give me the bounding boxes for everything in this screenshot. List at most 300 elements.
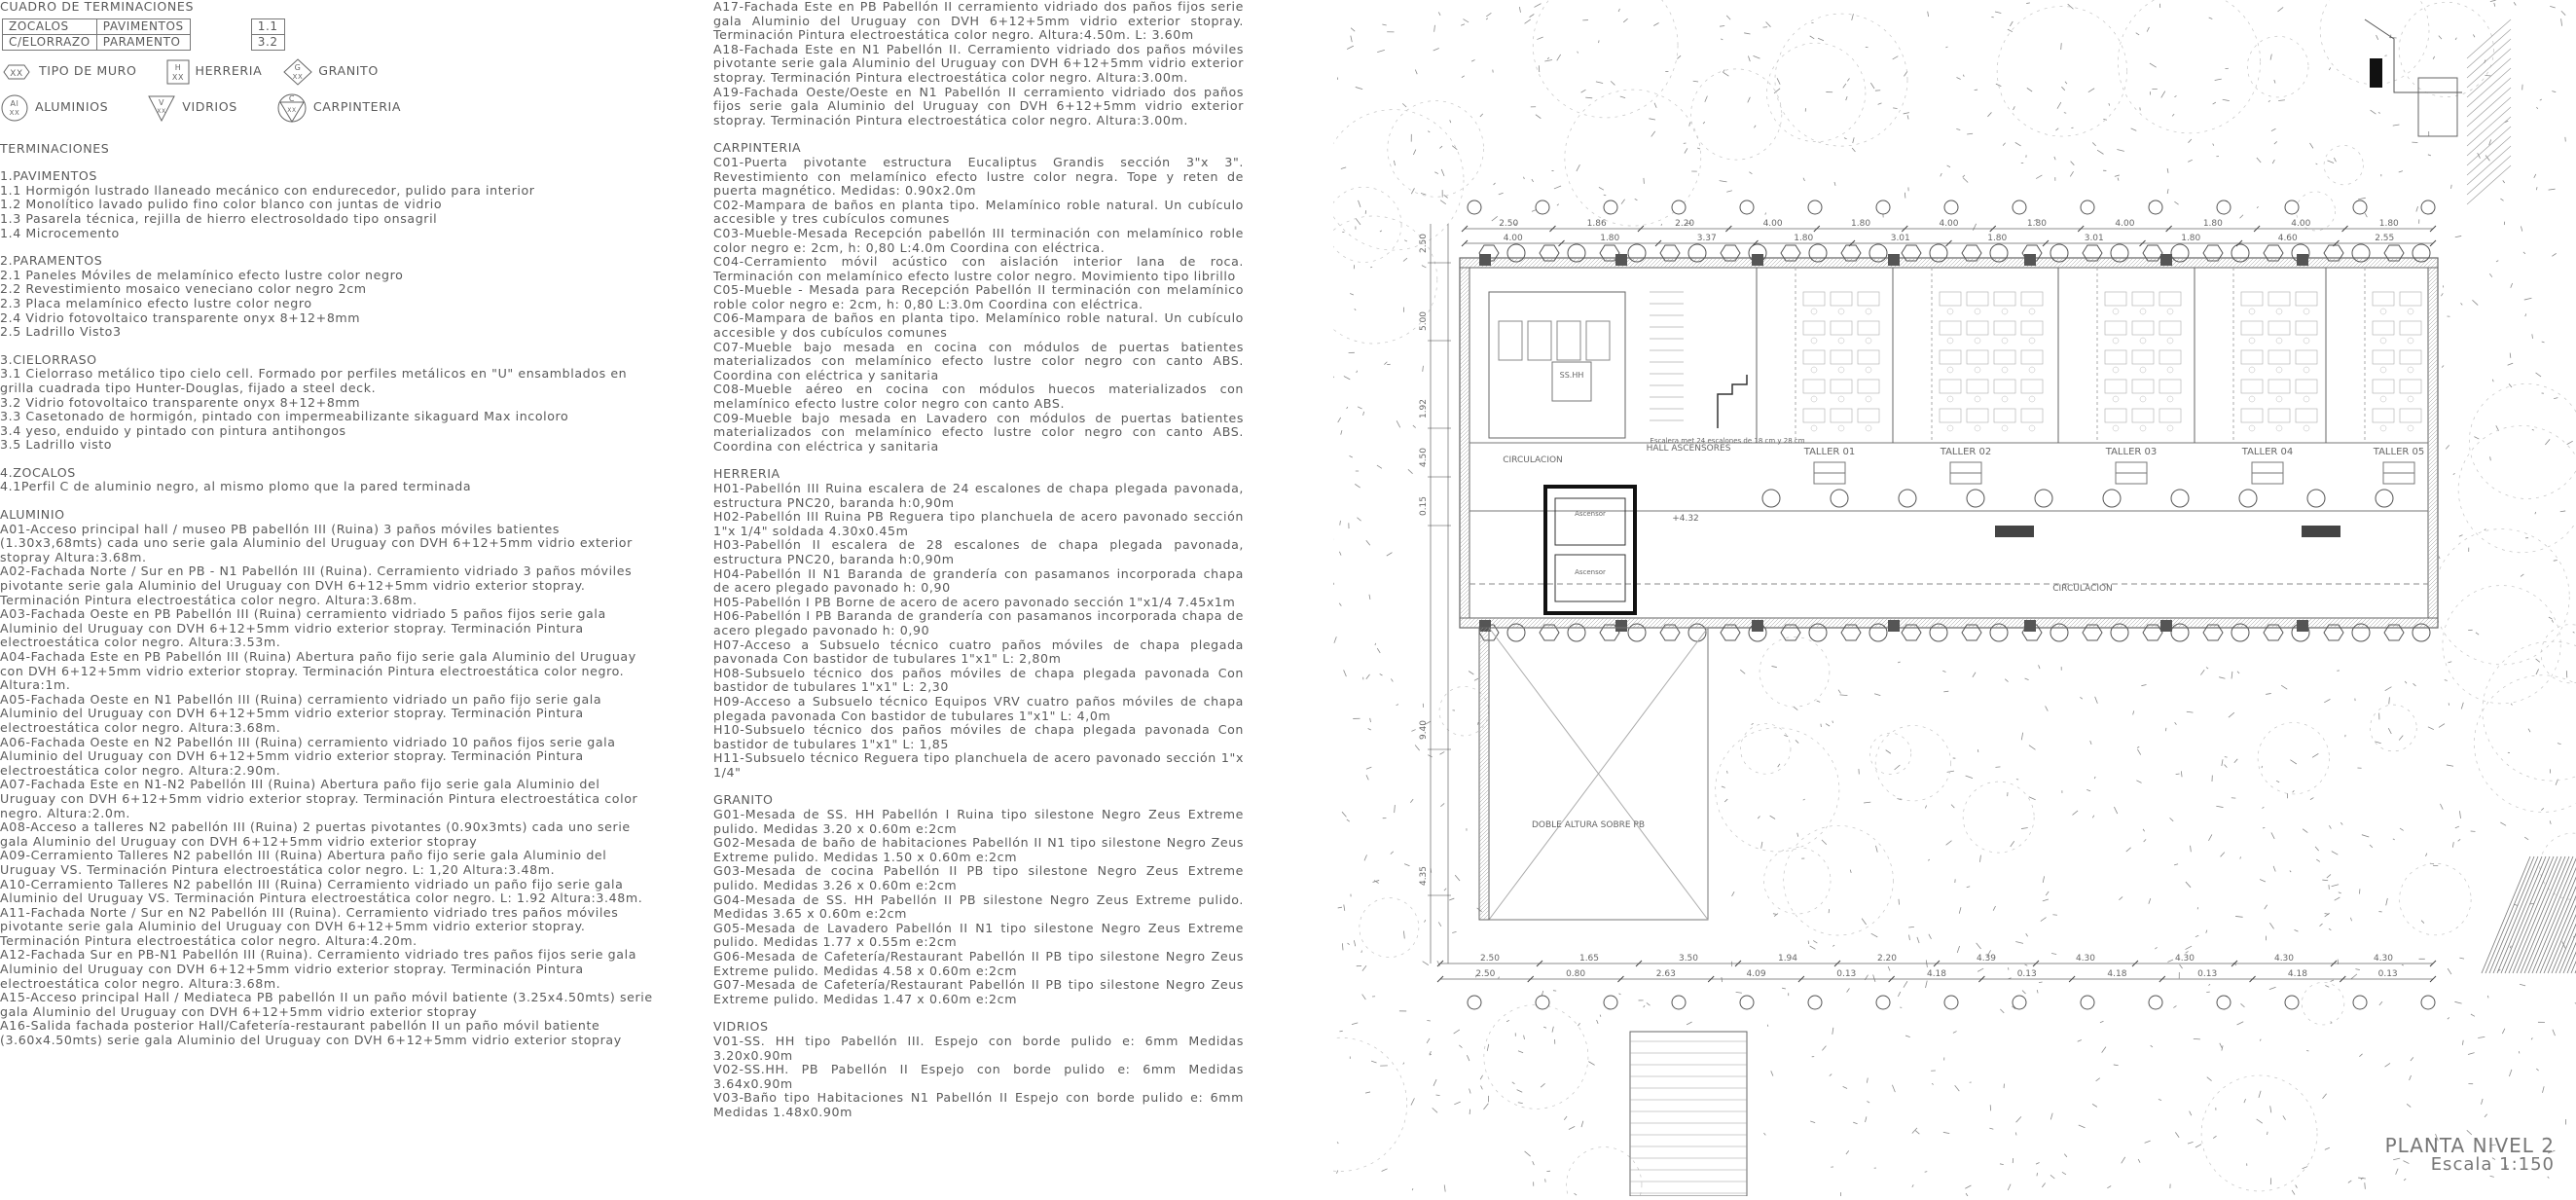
hatch-stroke (2117, 150, 2123, 152)
wall-hatch (1479, 824, 1489, 834)
hatch-stroke (2092, 816, 2094, 818)
axis-bubble (1944, 200, 1958, 214)
column (1888, 254, 1900, 266)
hatch-stroke (2541, 808, 2544, 810)
hatch-stroke (2109, 103, 2110, 106)
hatch-stroke (2281, 685, 2287, 689)
code-legend-box (251, 18, 285, 51)
hatch-stroke (1366, 674, 1370, 679)
hatch-stroke (1597, 1020, 1599, 1024)
hatch-stroke (1404, 864, 1409, 866)
hatch-stroke (2086, 789, 2090, 790)
hatch-stroke (1349, 455, 1352, 457)
hatch-stroke (2325, 986, 2329, 988)
hatch-stroke (1843, 1086, 1847, 1088)
hatch-stroke (1366, 767, 1371, 769)
hatch-stroke (1366, 775, 1368, 780)
hatch-stroke (2046, 706, 2049, 710)
spec-item: A15-Acceso principal Hall / Mediateca PB pabellón II un paño móvil batiente (3.25x4.50mts) serie gala Aluminio del Uruguay con DVH 6+12+5mm vidrio exterior stopray (0, 991, 654, 1019)
hatch-stroke (2064, 1154, 2067, 1157)
hatch-stroke (1499, 193, 1504, 195)
hatch-stroke (1339, 552, 1341, 556)
axis-bubble (1536, 200, 1549, 214)
hatch-stroke (2549, 617, 2552, 619)
diagonal-hatch (2467, 19, 2576, 973)
hatch-line (2528, 856, 2576, 973)
hatch-stroke (1469, 671, 1473, 674)
spec-item: H07-Acceso a Subsuelo técnico cuatro paños móviles de chapa plegada pavonada Con bastidor de tubulares 1"x1" L: 2,80m (713, 638, 1244, 667)
hatch-stroke (2500, 199, 2503, 200)
hatch-stroke (1774, 89, 1780, 93)
hatch-stroke (1912, 1128, 1917, 1134)
hatch-stroke (1455, 875, 1460, 881)
dimension-value: 4.00 (1763, 219, 1783, 229)
double-height-label: DOBLE ALTURA SOBRE PB (1532, 820, 1645, 830)
hatch-stroke (2521, 574, 2523, 577)
hatch-stroke (2552, 91, 2556, 92)
hatch-stroke (1752, 723, 1754, 724)
hatch-stroke (1377, 50, 1385, 52)
hatch-stroke (1459, 1045, 1462, 1048)
hatch-stroke (2165, 728, 2166, 731)
hatch-stroke (2511, 704, 2512, 706)
spec-section (0, 508, 654, 1048)
hatch-stroke (2141, 684, 2146, 685)
hatch-stroke (1907, 115, 1908, 119)
wall-hatch (1479, 637, 1489, 647)
hatch-stroke (1772, 666, 1777, 667)
hatch-stroke (1364, 855, 1367, 860)
taller-label: TALLER 03 (2105, 447, 2158, 457)
hatch-stroke (1995, 12, 2001, 14)
hatch-stroke (1397, 420, 1400, 427)
tree-canopy (2474, 675, 2576, 813)
hatch-stroke (2550, 6, 2556, 8)
hatch-stroke (1942, 671, 1945, 672)
hatch-stroke (2172, 114, 2174, 116)
hatch-stroke (1433, 1108, 1437, 1112)
floor-plan-svg (1333, 0, 2576, 1196)
hatch-stroke (2092, 1104, 2097, 1107)
hatch-stroke (2474, 437, 2479, 439)
finish-legend-table (2, 18, 191, 51)
column (1752, 254, 1763, 266)
hatch-stroke (2208, 834, 2211, 840)
hatch-stroke (2561, 11, 2565, 15)
hatch-stroke (2292, 1190, 2295, 1195)
wall-hatch (1479, 859, 1489, 869)
hatch-stroke (2273, 866, 2275, 872)
hatch-stroke (1494, 183, 1496, 185)
hatch-stroke (1411, 1098, 1414, 1105)
hatch-stroke (1852, 14, 1854, 20)
dimension-value: 4.00 (2291, 219, 2310, 229)
hatch-stroke (1705, 96, 1708, 102)
triangle-in-circle-icon (276, 93, 308, 123)
hatch-stroke (2348, 1181, 2351, 1182)
hatch-stroke (1843, 84, 1846, 88)
hatch-stroke (2461, 703, 2463, 709)
hatch-stroke (2500, 822, 2506, 825)
section-title: 1.PAVIMENTOS (0, 169, 654, 184)
hatch-line (2467, 117, 2511, 156)
hatch-stroke (1344, 670, 1347, 676)
hatch-stroke (1471, 60, 1474, 62)
hatch-stroke (1585, 97, 1592, 98)
hatch-stroke (1955, 1085, 1960, 1091)
hatch-stroke (2410, 1075, 2412, 1080)
hatch-stroke (1410, 799, 1413, 803)
wall-hatch (1479, 653, 1489, 663)
hatch-line (2505, 856, 2554, 973)
hatch-stroke (2257, 1119, 2263, 1123)
hatch-stroke (2268, 100, 2270, 101)
hatch-stroke (2358, 1178, 2366, 1179)
hatch-stroke (2439, 557, 2440, 559)
dimension-value: 4.18 (2107, 969, 2126, 979)
herreria-symbol (166, 59, 263, 85)
hatch-stroke (1413, 425, 1416, 428)
hatch-stroke (2331, 980, 2334, 982)
dimension-value: 3.01 (1891, 234, 1910, 243)
dimension-value: 1.65 (1579, 954, 1599, 964)
svg-text:XX: XX (158, 108, 166, 115)
spec-item: G04-Mesada de SS. HH Pabellón II PB silestone Negro Zeus Extreme pulido. Medidas 3.65 x 0.60m e:2cm (713, 893, 1244, 922)
dimension-value: 1.80 (1987, 234, 2007, 243)
hatch-stroke (1852, 148, 1855, 152)
hatch-stroke (1524, 1036, 1525, 1039)
axis-bubble (2421, 996, 2435, 1009)
hatch-stroke (1434, 172, 1438, 174)
hatch-stroke (2150, 63, 2157, 67)
hatch-stroke (1834, 182, 1835, 186)
dimension-value: 1.86 (1587, 219, 1607, 229)
section-title: CARPINTERIA (713, 141, 1244, 156)
spec-item: G03-Mesada de cocina Pabellón II PB tipo silestone Negro Zeus Extreme pulido. Medidas 3.26 x 0.60m e:2cm (713, 864, 1244, 892)
hatch-stroke (1763, 1133, 1765, 1135)
hatch-stroke (1403, 1063, 1404, 1065)
hatch-stroke (1893, 108, 1897, 109)
hatch-stroke (1499, 977, 1500, 979)
hatch-stroke (2385, 687, 2392, 691)
hatch-stroke (1408, 469, 1413, 473)
hatch-stroke (2485, 75, 2490, 76)
hatch-stroke (1344, 376, 1350, 379)
dimension-value: 4.30 (2076, 954, 2095, 964)
hatch-stroke (1697, 148, 1700, 149)
dimension-value: 2.55 (2375, 234, 2394, 243)
hatch-stroke (2339, 892, 2341, 893)
hatch-stroke (2088, 89, 2094, 92)
hatch-stroke (2425, 854, 2426, 856)
wall-hatch (1479, 840, 1489, 850)
hatch-stroke (2223, 99, 2230, 100)
hatch-stroke (1483, 1104, 1488, 1109)
herreria-label: HERRERIA (196, 64, 263, 79)
hatch-stroke (1989, 1128, 1993, 1129)
hatch-stroke (2405, 681, 2407, 683)
hatch-stroke (2502, 1029, 2505, 1034)
hatch-stroke (2071, 162, 2075, 165)
hatch-stroke (2332, 885, 2340, 887)
hatch-stroke (1469, 1089, 1471, 1094)
wall-hatch (1479, 739, 1489, 748)
hatch-stroke (1536, 115, 1541, 119)
hatch-stroke (1822, 1046, 1826, 1051)
spec-item: V01-SS. HH tipo Pabellón III. Espejo con borde pulido e: 6mm Medidas 3.20x0.90m (713, 1035, 1244, 1063)
hatch-stroke (2194, 1038, 2200, 1039)
hatch-stroke (1979, 855, 1980, 862)
spec-item: A10-Cerramiento Talleres N2 pabellón III (Ruina) Cerramiento vidriado un paño fijo serie gala Aluminio del Uruguay VS. Terminación Pintura electroestática color negro. L: 1.92 Altura:3.48m. (0, 878, 654, 906)
spec-item: G06-Mesada de Cafetería/Restaurant Pabellón II PB tipo silestone Negro Zeus Extreme pulido. Medidas 4.58 x 0.60m e:2cm (713, 950, 1244, 978)
hatch-stroke (1909, 935, 1910, 940)
hatch-stroke (2476, 633, 2479, 635)
hatch-stroke (2458, 839, 2461, 841)
hatch-stroke (2433, 56, 2435, 59)
wall-hatch (1479, 793, 1489, 803)
hatch-stroke (2065, 82, 2067, 84)
hatch-stroke (1454, 1030, 1460, 1034)
hatch-stroke (2445, 680, 2448, 681)
axis-bubble (1876, 996, 1890, 1009)
hatch-stroke (1926, 981, 1928, 988)
hatch-stroke (2510, 946, 2511, 948)
hatch-stroke (1721, 39, 1723, 40)
spec-item: V03-Baño tipo Habitaciones N1 Pabellón II Espejo con borde pulido e: 6mm Medidas 1.48x0.90m (713, 1091, 1244, 1119)
wall-hatch (1479, 782, 1489, 791)
hatch-stroke (2487, 996, 2488, 998)
hatch-stroke (1534, 4, 1541, 8)
hatch-stroke (1653, 22, 1658, 25)
symbol-legend-row-2 (0, 93, 654, 123)
hatch-stroke (2195, 1145, 2201, 1147)
hatch-line (2482, 856, 2530, 973)
wall-hatch (1479, 805, 1489, 815)
hatch-stroke (1993, 906, 1995, 911)
hatch-stroke (1351, 36, 1352, 43)
hatch-stroke (2455, 826, 2459, 828)
wall-hatch (1479, 766, 1489, 776)
hatch-stroke (2566, 671, 2567, 677)
hatch-line (2467, 136, 2511, 175)
spec-item: 1.3 Pasarela técnica, rejilla de hierro electrosoldado tipo onsagril (0, 212, 654, 227)
hatch-stroke (2490, 456, 2491, 460)
hatch-stroke (1912, 1184, 1913, 1187)
tree-canopy (1875, 726, 1950, 801)
hatch-stroke (2492, 380, 2493, 382)
axis-bubble (2353, 200, 2367, 214)
hatch-stroke (2461, 303, 2463, 305)
hatch-stroke (1871, 933, 1878, 937)
wall-hatch (1479, 746, 1489, 756)
hatch-stroke (2293, 790, 2295, 792)
hatch-stroke (1726, 191, 1732, 192)
hatch-line (2501, 856, 2550, 973)
spec-item: G05-Mesada de Lavadero Pabellón II N1 tipo silestone Negro Zeus Extreme pulido. Medidas 1.77 x 0.55m e:2cm (713, 922, 1244, 950)
hatch-line (2467, 78, 2511, 117)
hatch-stroke (2220, 1043, 2223, 1048)
hatch-stroke (1644, 1005, 1645, 1007)
hatch-line (2513, 856, 2561, 973)
tree-canopy (1533, 0, 1678, 118)
hatch-stroke (2320, 924, 2323, 927)
hatch-stroke (1356, 219, 1361, 225)
svg-text:C: C (289, 94, 295, 103)
hatch-stroke (1438, 12, 1440, 15)
hatch-stroke (2061, 87, 2064, 91)
hatch-stroke (2037, 1173, 2038, 1176)
hatch-stroke (1724, 799, 1727, 802)
spec-item: A01-Acceso principal hall / museo PB pabellón III (Ruina) 3 paños móviles batientes (1.30x3,68mts) cada uno serie gala Aluminio del Uruguay con DVH 6+12+5mm vidrio exterior stopray Altura:3.68m. (0, 523, 654, 565)
axis-bubble (2217, 200, 2231, 214)
axis-bubble (1944, 996, 1958, 1009)
tree-canopy (1740, 724, 1791, 775)
hatch-stroke (1862, 919, 1867, 925)
hatch-stroke (1796, 740, 1798, 743)
spec-item: 3.3 Casetonado de hormigón, pintado con impermeabilizante sikaguard Max incoloro (0, 410, 654, 424)
spec-item: 1.1 Hormigón lustrado llaneado mecánico con endurecedor, pulido para interior (0, 184, 654, 199)
dimension-value: 0.13 (2017, 969, 2037, 979)
hatch-stroke (1687, 1022, 1691, 1025)
hatch-stroke (2509, 1070, 2512, 1076)
dimension-value: 3.50 (1679, 954, 1698, 964)
hatch-stroke (1428, 131, 1430, 132)
hatch-stroke (1649, 119, 1655, 120)
hatch-stroke (1810, 1121, 1815, 1123)
hatch-stroke (1532, 210, 1536, 212)
dimension-value: 1.80 (1851, 219, 1870, 229)
hatch-stroke (1778, 764, 1780, 767)
spec-section (713, 793, 1244, 1006)
hatch-stroke (2144, 839, 2146, 842)
hatch-line (2467, 156, 2511, 195)
dimension-value: 4.00 (1504, 234, 1523, 243)
hatch-stroke (2039, 982, 2043, 983)
hatch-stroke (1341, 430, 1342, 434)
hatch-stroke (2107, 1186, 2111, 1188)
hatch-stroke (2147, 27, 2149, 32)
stair-note: Escalera met 24 escalones de 18 cm y 28 cm (1650, 437, 1804, 445)
wall-hatch (1479, 774, 1489, 783)
hatch-stroke (2428, 155, 2431, 156)
hatch-stroke (2174, 96, 2176, 97)
hatch-stroke (2219, 677, 2225, 679)
hatch-stroke (2167, 189, 2168, 194)
section-title: VIDRIOS (713, 1020, 1244, 1035)
legend-cell: C/ELORRAZO (3, 34, 97, 50)
spec-item: C07-Mueble bajo mesada en cocina con módulos de puertas batientes materializados con melamínico efecto lustre color negro con canto ABS. Coordina con eléctrica y sanitaria (713, 341, 1244, 383)
hatch-stroke (2276, 781, 2279, 782)
circulation-label: CIRCULACION (1503, 455, 1563, 465)
hatch-stroke (1355, 484, 1360, 488)
hatch-stroke (2186, 946, 2193, 949)
stair-outline (2418, 78, 2457, 136)
wall-hatch (1479, 735, 1489, 745)
circulation-label: CIRCULACION (2052, 584, 2113, 594)
hatch-stroke (1430, 1051, 1431, 1055)
hatch-stroke (2118, 178, 2119, 181)
hatch-stroke (1577, 164, 1580, 171)
hatch-stroke (1440, 803, 1444, 806)
wall-hatch (1479, 809, 1489, 818)
dimension-value: 4.35 (1419, 866, 1429, 886)
spec-section (713, 467, 1244, 780)
hatch-stroke (2000, 1009, 2004, 1013)
hatch-line (2467, 88, 2511, 127)
hatch-stroke (1463, 19, 1469, 22)
wall-hatch (1479, 645, 1489, 655)
tree-canopy (2469, 383, 2576, 498)
wall-hatch (1479, 641, 1489, 651)
hatch-stroke (2549, 189, 2556, 190)
hatch-stroke (1439, 146, 1442, 148)
hatch-stroke (2200, 670, 2204, 674)
hatch-stroke (1339, 1031, 1342, 1032)
section-title: TERMINACIONES (0, 142, 654, 157)
tree-canopy (1764, 847, 1832, 914)
hatch-stroke (2036, 1162, 2040, 1164)
hatch-stroke (1758, 816, 1760, 818)
hatch-stroke (1965, 1185, 1971, 1188)
hatch-stroke (1761, 842, 1762, 849)
hatch-stroke (2278, 7, 2284, 11)
hatch-stroke (1748, 56, 1750, 62)
legend-cell: ZOCALOS (3, 18, 97, 34)
hatch-stroke (1813, 940, 1817, 943)
hatch-stroke (1467, 1055, 1469, 1061)
axis-bubble (2149, 996, 2162, 1009)
symbol-legend-row-1 (0, 58, 654, 86)
hatch-stroke (1530, 14, 1535, 17)
wall-hatch (1479, 770, 1489, 780)
hatch-stroke (2532, 334, 2533, 339)
hatch-stroke (1847, 989, 1850, 993)
dimension-value: 1.80 (1794, 234, 1813, 243)
spec-item: A03-Fachada Oeste en PB Pabellón III (Ruina) cerramiento vidriado 5 paños fijos serie gala Aluminio del Uruguay con DVH 6+12+5mm vidrio exterior stopray. Terminación Pintura electroestática color negro. Altura:3.53m. (0, 607, 654, 650)
hatch-stroke (2008, 29, 2013, 32)
hatch-stroke (1722, 786, 1725, 787)
elevator-label: Ascensor (1575, 510, 1606, 518)
wall-hatch (1479, 649, 1489, 659)
hatch-stroke (2043, 899, 2049, 901)
wall-hatch (1479, 750, 1489, 760)
hatch-stroke (1846, 1150, 1849, 1154)
hatch-stroke (2322, 880, 2328, 881)
black-column-block (2370, 58, 2382, 88)
hatch-stroke (2011, 841, 2014, 847)
hatch-stroke (1557, 55, 1561, 60)
hatch-line (2521, 856, 2569, 973)
tree-canopy (1784, 825, 1894, 935)
hatch-stroke (2442, 365, 2444, 367)
hatch-stroke (1403, 931, 1404, 939)
hatch-stroke (2558, 744, 2561, 745)
hatch-stroke (2482, 1099, 2484, 1105)
hatch-stroke (1506, 1020, 1509, 1021)
spec-item: 4.1Perfil C de aluminio negro, al mismo plomo que la pared terminada (0, 480, 654, 494)
hatch-stroke (1765, 212, 1766, 214)
hatch-stroke (2159, 1099, 2161, 1100)
hatch-stroke (2052, 915, 2056, 916)
dimension-value: 4.00 (1939, 219, 1958, 229)
hatch-stroke (2136, 781, 2141, 783)
hatch-stroke (2054, 157, 2055, 160)
hatch-stroke (1943, 1132, 1949, 1133)
hatch-stroke (2473, 34, 2475, 37)
svg-text:XX: XX (287, 107, 296, 114)
wall-hatch (1479, 875, 1489, 885)
hatch-stroke (1578, 1023, 1579, 1026)
